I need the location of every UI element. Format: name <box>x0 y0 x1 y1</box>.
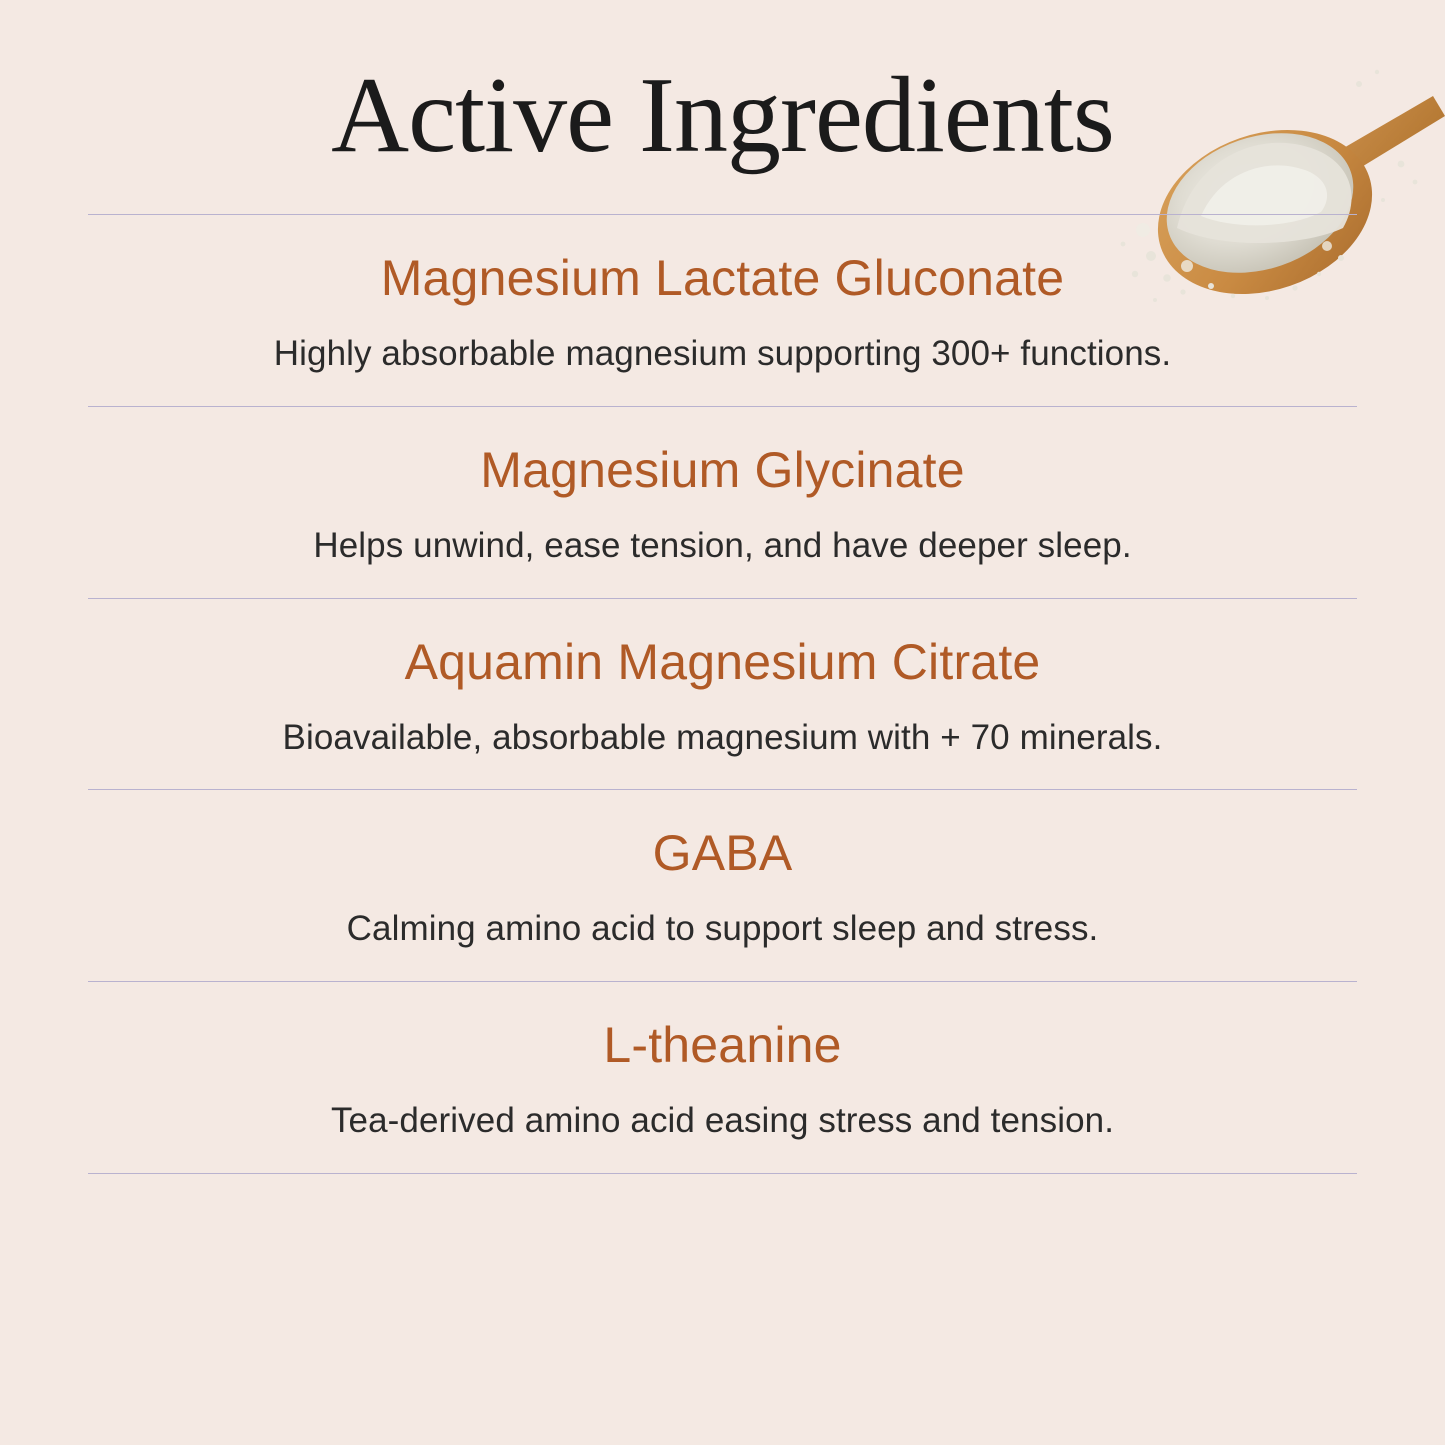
ingredient-description: Highly absorbable magnesium supporting 300+ functions. <box>273 334 1172 373</box>
ingredient-name: Magnesium Lactate Gluconate <box>380 250 1065 306</box>
header <box>0 0 1445 175</box>
ingredient-item <box>88 599 1357 790</box>
ingredient-item <box>88 407 1357 598</box>
ingredient-description: Tea-derived amino acid easing stress and tension. <box>330 1101 1115 1140</box>
ingredient-item <box>88 790 1357 981</box>
ingredient-name: GABA <box>652 825 793 882</box>
ingredient-name: Aquamin Magnesium Citrate <box>404 633 1041 690</box>
ingredient-description: Helps unwind, ease tension, and have deeper sleep. <box>313 525 1132 565</box>
ingredient-item <box>88 982 1357 1173</box>
ingredient-name: L-theanine <box>603 1017 842 1073</box>
divider-bottom <box>88 1173 1357 1174</box>
ingredient-description: Bioavailable, absorbable magnesium with + 70 minerals. <box>282 717 1163 757</box>
ingredient-item <box>88 215 1357 406</box>
ingredient-description: Calming amino acid to support sleep and stress. <box>346 909 1099 949</box>
page-title: Active Ingredients <box>331 56 1114 175</box>
ingredient-list <box>0 214 1445 1174</box>
ingredient-name: Magnesium Glycinate <box>480 441 965 498</box>
